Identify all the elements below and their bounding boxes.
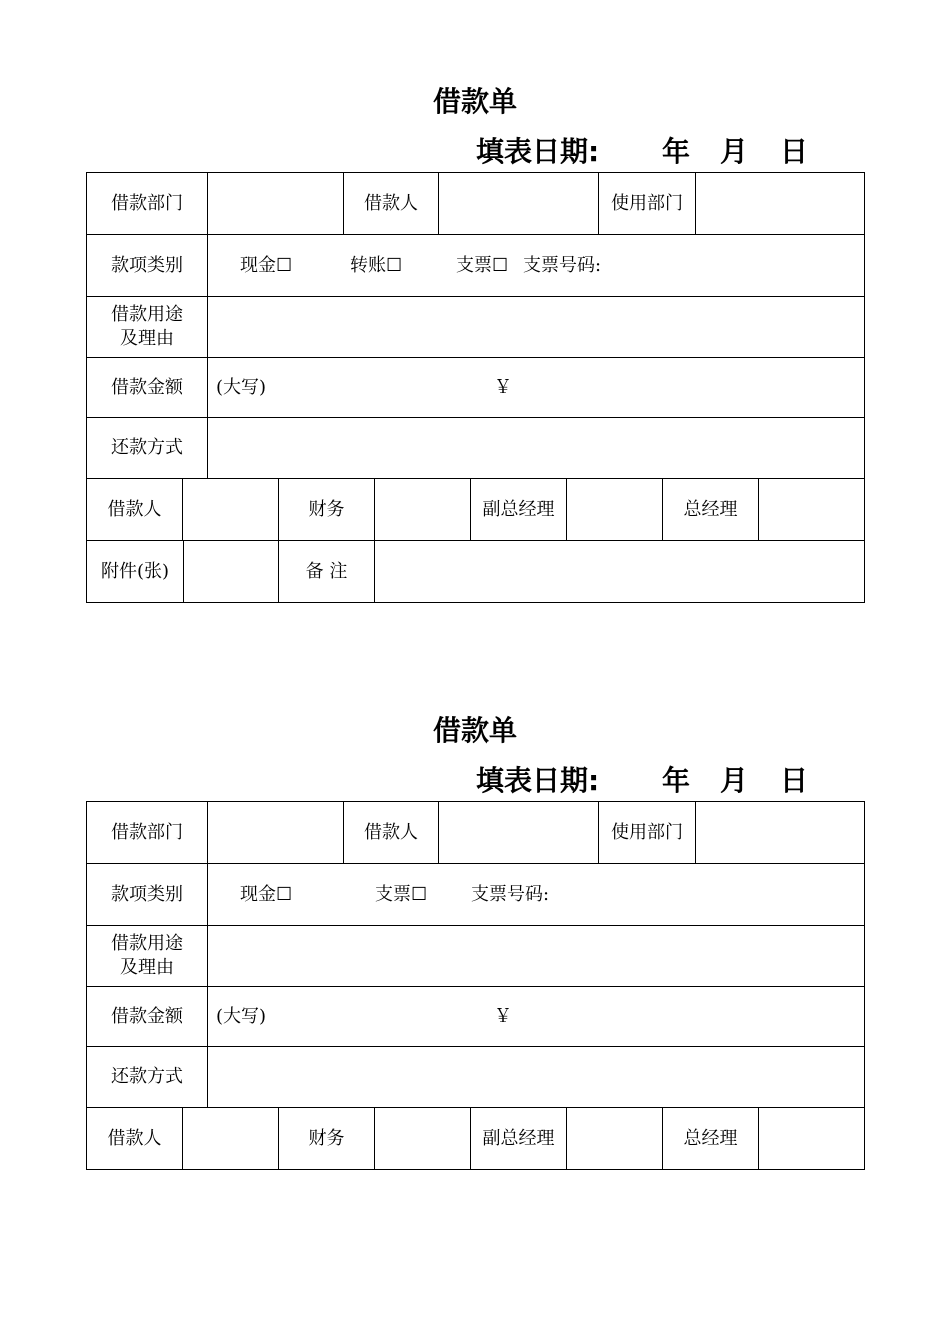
date-day: 日 bbox=[780, 764, 809, 797]
borrower-label: 借款人 bbox=[344, 802, 439, 864]
purpose-label-line1: 借款用途 bbox=[111, 933, 183, 954]
signature-row bbox=[87, 1108, 865, 1170]
form-title: 借款单 bbox=[432, 714, 517, 747]
amount-input[interactable] bbox=[208, 358, 865, 418]
signature-row bbox=[87, 479, 865, 541]
use-dept-label: 使用部门 bbox=[599, 173, 696, 235]
dept-input[interactable] bbox=[208, 802, 344, 864]
purpose-input[interactable] bbox=[208, 926, 865, 987]
fill-date-line bbox=[476, 130, 816, 166]
purpose-label-line2: 及理由 bbox=[120, 957, 174, 978]
sign-gm-label: 总经理 bbox=[663, 479, 759, 540]
fill-date-label: 填表日期: bbox=[476, 135, 600, 168]
sign-finance-label: 财务 bbox=[279, 479, 375, 540]
amount-input[interactable] bbox=[208, 987, 865, 1047]
remark-label: 备 注 bbox=[279, 541, 375, 602]
loan-table bbox=[86, 172, 865, 603]
remark-input[interactable] bbox=[375, 541, 864, 602]
sign-borrower-input[interactable] bbox=[183, 479, 279, 540]
check-number-label: 支票号码: bbox=[523, 254, 602, 276]
sign-finance-label: 财务 bbox=[279, 1108, 375, 1169]
sign-finance-input[interactable] bbox=[375, 479, 471, 540]
attachment-input[interactable] bbox=[184, 541, 279, 602]
date-day: 日 bbox=[780, 135, 809, 168]
sign-gm-input[interactable] bbox=[759, 479, 864, 540]
amount-label: 借款金额 bbox=[87, 358, 208, 418]
attachment-label: 附件(张) bbox=[87, 541, 184, 602]
repay-label: 还款方式 bbox=[87, 418, 208, 479]
sign-gm-label: 总经理 bbox=[663, 1108, 759, 1169]
use-dept-label: 使用部门 bbox=[599, 802, 696, 864]
date-year: 年 bbox=[662, 764, 691, 797]
sign-vgm-label: 副总经理 bbox=[471, 479, 567, 540]
amount-caps-label: (大写) bbox=[216, 376, 267, 398]
sign-borrower-input[interactable] bbox=[183, 1108, 279, 1169]
sign-finance-input[interactable] bbox=[375, 1108, 471, 1169]
option-transfer-checkbox[interactable]: 转账☐ bbox=[350, 254, 403, 276]
repay-input[interactable] bbox=[208, 418, 865, 479]
type-options bbox=[208, 864, 865, 926]
sign-vgm-input[interactable] bbox=[567, 479, 663, 540]
attachment-row bbox=[87, 541, 865, 603]
check-number-label: 支票号码: bbox=[471, 883, 550, 905]
borrower-input[interactable] bbox=[439, 173, 599, 235]
yuan-symbol: ￥ bbox=[494, 1005, 512, 1027]
type-label: 款项类别 bbox=[87, 235, 208, 297]
dept-label: 借款部门 bbox=[87, 802, 208, 864]
type-label: 款项类别 bbox=[87, 864, 208, 926]
sign-borrower-label: 借款人 bbox=[87, 479, 183, 540]
amount-caps-label: (大写) bbox=[216, 1005, 267, 1027]
purpose-input[interactable] bbox=[208, 297, 865, 358]
type-options bbox=[208, 235, 865, 297]
date-year: 年 bbox=[662, 135, 691, 168]
option-cash-checkbox[interactable]: 现金☐ bbox=[240, 254, 293, 276]
yuan-symbol: ￥ bbox=[494, 376, 512, 398]
purpose-label bbox=[87, 926, 208, 987]
fill-date-label: 填表日期: bbox=[476, 764, 600, 797]
sign-vgm-input[interactable] bbox=[567, 1108, 663, 1169]
loan-table bbox=[86, 801, 865, 1170]
option-check-checkbox[interactable]: 支票☐ bbox=[375, 883, 428, 905]
form-title: 借款单 bbox=[432, 85, 517, 118]
use-dept-input[interactable] bbox=[696, 802, 865, 864]
sign-borrower-label: 借款人 bbox=[87, 1108, 183, 1169]
purpose-label-line1: 借款用途 bbox=[111, 304, 183, 325]
borrower-label: 借款人 bbox=[344, 173, 439, 235]
purpose-label bbox=[87, 297, 208, 358]
sign-vgm-label: 副总经理 bbox=[471, 1108, 567, 1169]
date-month: 月 bbox=[720, 764, 749, 797]
dept-label: 借款部门 bbox=[87, 173, 208, 235]
use-dept-input[interactable] bbox=[696, 173, 865, 235]
date-month: 月 bbox=[720, 135, 749, 168]
option-cash-checkbox[interactable]: 现金☐ bbox=[240, 883, 293, 905]
fill-date-line bbox=[476, 759, 816, 795]
repay-input[interactable] bbox=[208, 1047, 865, 1108]
repay-label: 还款方式 bbox=[87, 1047, 208, 1108]
purpose-label-line2: 及理由 bbox=[120, 328, 174, 349]
dept-input[interactable] bbox=[208, 173, 344, 235]
sign-gm-input[interactable] bbox=[759, 1108, 864, 1169]
borrower-input[interactable] bbox=[439, 802, 599, 864]
option-check-checkbox[interactable]: 支票☐ bbox=[456, 254, 509, 276]
amount-label: 借款金额 bbox=[87, 987, 208, 1047]
